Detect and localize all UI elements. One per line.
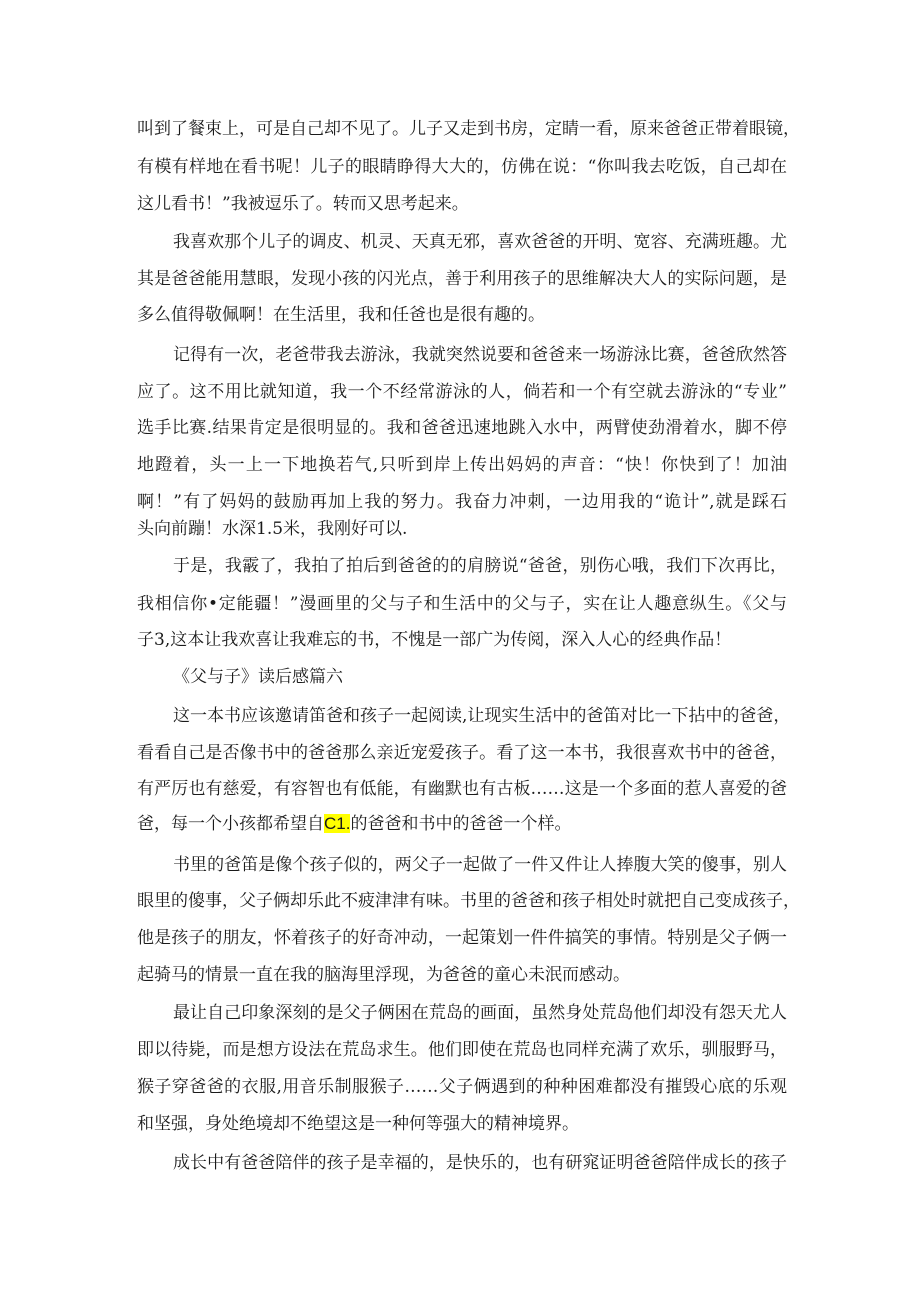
paragraph-6-line-3: 他是孩子的朋友，怀着孩子的好奇冲动，一起策划一件件搞笑的事情。特别是父子俩一 bbox=[137, 928, 787, 948]
paragraph-4-line-2: 我相信你•定能疆！”漫画里的父与子和生活中的父与子，实在让人趣意纵生。《父与 bbox=[137, 594, 787, 614]
paragraph-3-line-6: 头向前蹦！水深1.5米，我刚好可以. bbox=[137, 519, 408, 539]
paragraph-2-line-2: 其是爸爸能用慧眼，发现小孩的闪光点，善于利用孩子的思维解决大人的实际问题，是 bbox=[137, 269, 787, 289]
paragraph-4-line-1: 于是，我霰了，我拍了拍后到爸爸的的肩膀说“爸爸，别伤心哦，我们下次再比， bbox=[173, 556, 787, 576]
paragraph-7-line-2: 即以待毙，而是想方设法在荒岛求生。他们即使在荒岛也同样充满了欢乐，驯服野马， bbox=[137, 1040, 787, 1060]
paragraph-2-line-1: 我喜欢那个儿子的调皮、机灵、天真无邪，喜欢爸爸的开明、宽容、充满班趣。尤 bbox=[173, 232, 787, 252]
paragraph-1-line-1: 叫到了餐束上，可是自己却不见了。儿子又走到书房，定睛一看，原来爸爸正带着眼镜， bbox=[137, 119, 800, 139]
paragraph-5-line-4-before: 爸，每一个小孩都希望自 bbox=[137, 814, 324, 834]
paragraph-1-line-3: 这儿看书！”我被逗乐了。转而又思考起来。 bbox=[137, 194, 469, 214]
section-heading: 《父与子》读后感篇六 bbox=[173, 667, 343, 687]
paragraph-3-line-2: 应了。这不用比就知道，我一个不经常游泳的人，倘若和一个有空就去游泳的“专业” bbox=[137, 382, 787, 402]
paragraph-5-line-2: 看看自己是否像书中的爸爸那么亲近宠爱孩子。看了这一本书，我很喜欢书中的爸爸， bbox=[137, 743, 787, 763]
paragraph-5-line-4 bbox=[137, 812, 787, 836]
paragraph-5-line-4-after: 的爸爸和书中的爸爸一个样。 bbox=[350, 814, 572, 834]
paragraph-6-line-1: 书里的爸笛是像个孩子似的，两父子一起做了一件又件让人捧腹大笑的傻事，别人 bbox=[173, 855, 787, 875]
paragraph-5-line-1: 这一本书应该邀请笛爸和孩子一起阅读,让现实生活中的爸笛对比一下拈中的爸爸， bbox=[173, 706, 791, 726]
paragraph-5-line-3: 有严厉也有慈爱，有容智也有低能，有幽默也有古板……这是一个多面的惹人喜爱的爸 bbox=[137, 779, 787, 799]
paragraph-4-line-3: 子3,这本让我欢喜让我难忘的书，不愧是一部广为传阅，深入人心的经典作品！ bbox=[137, 630, 732, 650]
paragraph-7-line-3: 猴子穿爸爸的衣服,用音乐制服猴子……父子俩遇到的种种困难都没有摧毁心底的乐观 bbox=[137, 1077, 787, 1097]
paragraph-8-line-1: 成长中有爸爸陪伴的孩子是幸福的，是快乐的，也有研窕证明爸爸陪伴成长的孩子 bbox=[173, 1153, 787, 1173]
paragraph-3-line-3: 选手比赛.结果肯定是很明显的。我和爸爸迅速地跳入水中，两臂使劲滑着水，脚不停 bbox=[137, 418, 787, 438]
paragraph-1-line-2: 有模有样地在看书呢！儿子的眼睛睁得大大的，仿佛在说：“你叫我去吃饭，自己却在 bbox=[137, 157, 787, 177]
paragraph-3-line-4: 地蹬着，头一上一下地换若气,只听到岸上传出妈妈的声音：“快！你快到了！加油 bbox=[137, 455, 787, 475]
paragraph-7-line-1: 最让自己印象深刻的是父子俩困在荒岛的画面，虽然身处荒岛他们却没有怨天尤人 bbox=[173, 1003, 787, 1023]
paragraph-2-line-3: 多么值得敬佩啊！在生活里，我和任爸也是很有趣的。 bbox=[137, 305, 545, 325]
paragraph-6-line-2: 眼里的傻事，父子俩却乐此不疲津津有味。书里的爸爸和孩子相处时就把自己变成孩子， bbox=[137, 891, 800, 911]
highlighted-text: C1. bbox=[324, 814, 351, 833]
paragraph-6-line-4: 起骑马的情景一直在我的脑海里浮现，为爸爸的童心未泯而感动。 bbox=[137, 965, 630, 985]
paragraph-3-line-5: 啊！”有了妈妈的鼓励再加上我的努力。我奋力冲刺，一边用我的“诡计”,就是踩石 bbox=[137, 492, 787, 512]
paragraph-3-line-1: 记得有一次，老爸带我去游泳，我就突然说要和爸爸来一场游泳比赛，爸爸欣然答 bbox=[173, 345, 787, 365]
paragraph-7-line-4: 和坚强，身处绝境却不绝望这是一种何等强大的精神境界。 bbox=[137, 1114, 579, 1134]
